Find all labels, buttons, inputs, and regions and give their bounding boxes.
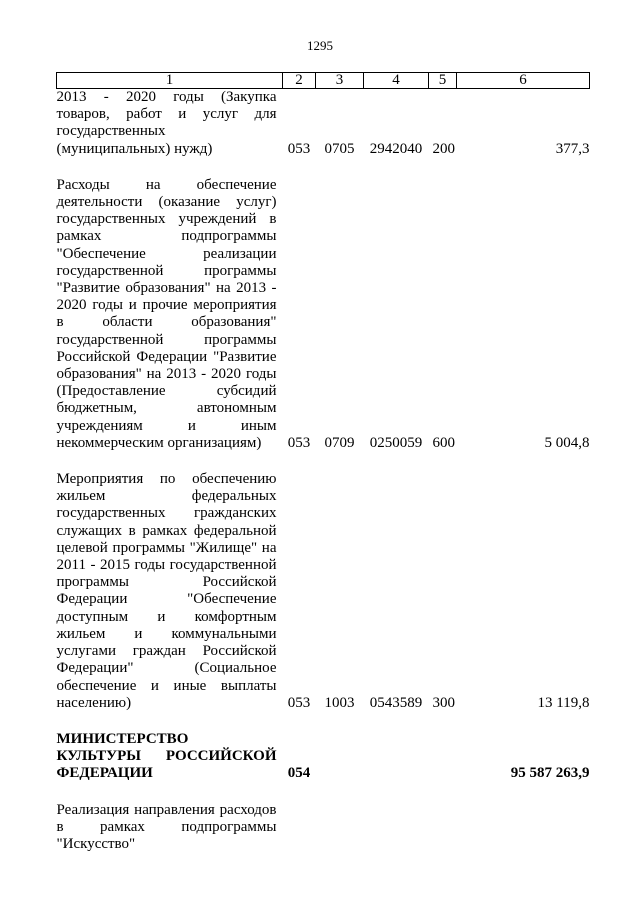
row-ministry-code <box>283 802 316 854</box>
row-spacer <box>57 158 590 177</box>
row-description: Реализация направления расходов в рамках подпрограммы "Искусство" <box>56 801 277 852</box>
column-header-4: 4 <box>364 73 429 89</box>
row-ministry-code: 053 <box>287 434 311 451</box>
row-section-code: 1003 <box>324 694 355 711</box>
row-expense-type: 600 <box>432 434 455 451</box>
column-header-5: 5 <box>429 73 457 89</box>
table-row <box>57 471 590 712</box>
row-expense-type <box>429 802 457 854</box>
table-row <box>57 802 590 854</box>
row-expense-type <box>429 731 457 783</box>
row-expense-type: 200 <box>432 140 455 157</box>
row-target-code <box>364 802 429 854</box>
ministry-code: 054 <box>287 765 311 782</box>
row-description: 2013 - 2020 годы (Закупка товаров, работ и услуг для государственных (муниципальных) нужд) <box>56 89 277 157</box>
row-target-code: 0543589 <box>369 694 423 711</box>
row-spacer <box>57 712 590 731</box>
row-target-code <box>364 731 429 783</box>
row-amount <box>457 802 590 854</box>
column-header-2: 2 <box>283 73 316 89</box>
row-description: Мероприятия по обеспечению жильем федеральных государственных гражданских служащих в рамках федеральной целевой программы "Жилище" на 2011 - 2015 годы государственной программы Российской Федерации "Обеспечение доступным и комфортным жильем и коммунальными услугами граждан Российской Федерации" (Социальное обеспечение и иные выплаты населению) <box>56 471 277 711</box>
row-spacer <box>57 452 590 471</box>
column-number-header-row <box>57 73 590 89</box>
row-amount: 5 004,8 <box>544 434 590 451</box>
row-amount: 13 119,8 <box>537 694 590 711</box>
row-section-code: 0705 <box>324 140 355 157</box>
row-ministry-code: 053 <box>287 694 311 711</box>
row-expense-type: 300 <box>432 694 455 711</box>
column-header-1: 1 <box>57 73 283 89</box>
row-section-code <box>316 802 364 854</box>
ministry-total-amount: 95 587 263,9 <box>510 765 590 782</box>
row-target-code: 2942040 <box>369 140 423 157</box>
table-row <box>57 177 590 452</box>
column-header-6: 6 <box>457 73 590 89</box>
row-description: Расходы на обеспечение деятельности (оказание услуг) государственных учреждений в рамках подпрограммы "Обеспечение реализации государственной программы "Развитие образования" на 2013 - 2020 годы и прочие мероприятия в области образования" государственной программы Российской Федерации "Развитие образования" на 2013 - 2020 годы (Предоставление субсидий бюджетным, автономным учреждениям и иным некоммерческим организациям) <box>56 176 277 451</box>
budget-table <box>56 72 590 853</box>
row-ministry-code: 053 <box>287 140 311 157</box>
row-section-code: 0709 <box>324 434 355 451</box>
page-number: 1295 <box>307 38 333 53</box>
row-spacer <box>57 783 590 802</box>
row-target-code: 0250059 <box>369 434 423 451</box>
column-header-3: 3 <box>316 73 364 89</box>
ministry-row <box>57 731 590 783</box>
ministry-title: МИНИСТЕРСТВО КУЛЬТУРЫ РОССИЙСКОЙ ФЕДЕРАЦИИ <box>56 730 277 782</box>
table-row <box>57 89 590 158</box>
row-section-code <box>316 731 364 783</box>
row-amount: 377,3 <box>555 140 590 157</box>
